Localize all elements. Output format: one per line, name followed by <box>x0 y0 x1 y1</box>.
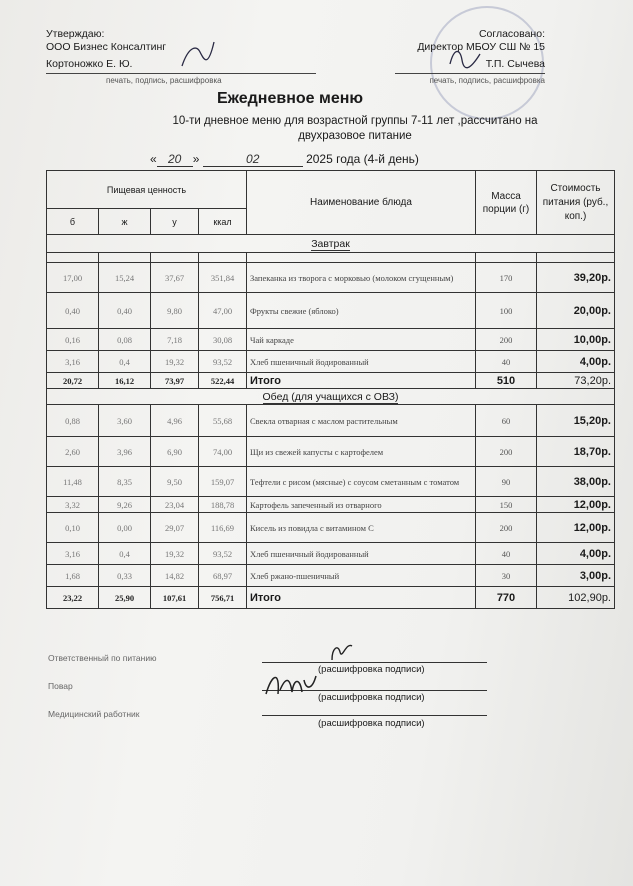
table-row: 0,10 0,00 29,07 116,69 Кисель из повидла с витамином С 200 12,00р. <box>47 513 615 543</box>
cost-header: Стоимость питания (руб., коп.) <box>537 171 615 235</box>
responsible-signature-line <box>262 662 487 663</box>
dish-name: Кисель из повидла с витамином С <box>247 513 476 543</box>
carb-header: у <box>151 209 199 235</box>
approver-name: Кортоножко Е. Ю. <box>46 58 133 70</box>
breakfast-section-label: Завтрак <box>47 235 615 253</box>
organization-name: ООО Бизнес Консалтинг <box>46 41 167 53</box>
dish-name: Хлеб пшеничный йодированный <box>247 351 476 373</box>
table-row: 1,68 0,33 14,82 68,97 Хлеб ржано-пшеничный 30 3,00р. <box>47 565 615 587</box>
cook-label: Повар <box>48 681 73 691</box>
director-name: Т.П. Сычева <box>485 58 545 70</box>
cook-signature-icon <box>262 664 322 704</box>
menu-table <box>46 170 615 609</box>
medic-signature-line <box>262 715 487 716</box>
dish-name: Свекла отварная с маслом растительным <box>247 405 476 437</box>
dish-header: Наименование блюда <box>247 171 476 235</box>
dish-name: Запеканка из творога с морковью (молоком сгущенным) <box>247 263 476 293</box>
kcal-header: ккал <box>199 209 247 235</box>
medic-caption: (расшифровка подписи) <box>318 718 425 729</box>
fat-header: ж <box>99 209 151 235</box>
table-row: 3,16 0,4 19,32 93,52 Хлеб пшеничный йодированный 40 4,00р. <box>47 543 615 565</box>
approver-signature-icon <box>178 38 218 74</box>
date-open-quote: « <box>150 152 157 166</box>
responsible-signature-icon <box>326 638 356 666</box>
table-row: 0,88 3,60 4,96 55,68 Свекла отварная с маслом растительным 60 15,20р. <box>47 405 615 437</box>
dish-name: Картофель запеченный из отварного <box>247 497 476 513</box>
table-row: 2,60 3,96 6,90 74,00 Щи из свежей капусты с картофелем 200 18,70р. <box>47 437 615 467</box>
director-caption: печать, подпись, расшифровка <box>395 73 545 87</box>
dish-name: Хлеб пшеничный йодированный <box>247 543 476 565</box>
medic-label: Медицинский работник <box>48 709 140 719</box>
responsible-label: Ответственный по питанию <box>48 653 157 663</box>
subtitle-line-1: 10-ти дневное меню для возрастной группы 7-11 лет ,рассчитано на <box>172 115 538 127</box>
protein-header: б <box>47 209 99 235</box>
date-month: 02 <box>203 152 303 167</box>
page-title: Ежедневное меню <box>216 90 364 107</box>
table-row: 3,16 0,4 19,32 93,52 Хлеб пшеничный йодированный 40 4,00р. <box>47 351 615 373</box>
responsible-caption: (расшифровка подписи) <box>318 664 425 675</box>
date-rest: 2025 года (4-й день) <box>306 152 419 166</box>
dish-name: Щи из свежей капусты с картофелем <box>247 437 476 467</box>
director-position: Директор МБОУ СШ № 15 <box>417 41 545 53</box>
dish-name: Тефтели с рисом (мясные) с соусом сметанным с томатом <box>247 467 476 497</box>
dish-name: Фрукты свежие (яблоко) <box>247 293 476 329</box>
approve-label: Утверждаю: <box>46 28 105 40</box>
table-row: 17,00 15,24 37,67 351,84 Запеканка из творога с морковью (молоком сгущенным) 170 39,20р. <box>47 263 615 293</box>
page-subtitle <box>120 114 590 144</box>
total-label: Итого <box>247 373 476 389</box>
total-label: Итого <box>247 587 476 609</box>
approver-caption: печать, подпись, расшифровка <box>46 73 316 87</box>
mass-header: Масса порции (г) <box>476 171 537 235</box>
table-row: 0,40 0,40 9,80 47,00 Фрукты свежие (яблоко) 100 20,00р. <box>47 293 615 329</box>
director-signature-icon <box>446 44 486 74</box>
lunch-section-label: Обед (для учащихся с ОВЗ) <box>47 389 615 405</box>
subtitle-line-2: двухразовое питание <box>298 130 412 142</box>
cook-caption: (расшифровка подписи) <box>318 692 425 703</box>
dish-name: Хлеб ржано-пшеничный <box>247 565 476 587</box>
agree-label: Согласовано: <box>478 28 545 40</box>
table-row: 0,16 0,08 7,18 30,08 Чай каркаде 200 10,00р. <box>47 329 615 351</box>
dish-name: Чай каркаде <box>247 329 476 351</box>
lunch-total-row: 23,22 25,90 107,61 756,71 Итого 770 102,90р. <box>47 587 615 609</box>
nutrition-header: Пищевая ценность <box>47 171 247 209</box>
breakfast-total-row: 20,72 16,12 73,97 522,44 Итого 510 73,20р. <box>47 373 615 389</box>
table-row: 3,32 9,26 23,04 188,78 Картофель запеченный из отварного 150 12,00р. <box>47 497 615 513</box>
date-day: 20 <box>157 152 193 167</box>
menu-date <box>150 152 419 167</box>
table-row: 11,48 8,35 9,50 159,07 Тефтели с рисом (мясные) с соусом сметанным с томатом 90 38,00р. <box>47 467 615 497</box>
date-close-quote: » <box>192 152 200 166</box>
